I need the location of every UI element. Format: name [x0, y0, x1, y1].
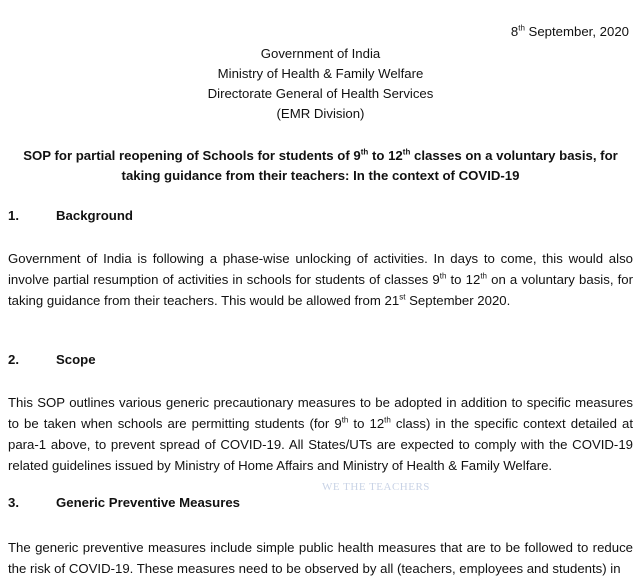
header-line-3: Directorate General of Health Services — [207, 86, 434, 101]
p2-part-b: to 12 — [348, 416, 385, 431]
p1-part-c: on a voluntary basis, for taking guidance from their teachers. This would be allowed from 21 — [8, 272, 633, 308]
section-number: 2. — [8, 352, 19, 367]
p1-part-d: September 2020. — [405, 293, 511, 308]
section-heading-background — [8, 208, 133, 223]
title-sup-b: th — [402, 147, 411, 157]
date-rest: September, 2020 — [524, 24, 629, 39]
title-part-b: to 12 — [368, 148, 403, 163]
p1-part-a: Government of India is following a phase-wise unlocking of activities. In days to come, this would also involve partial resumption of activities in schools for students of classes 9 — [8, 251, 633, 287]
p2-part-c: class) in the specific context detailed at para-1 above, to prevent spread of COVID-19. All States/UTs are expected to comply with the COVID-19 related guidelines issued by Ministry of Home Affairs and Ministry of Health & Family Welfare. — [8, 416, 633, 473]
header-line-4: (EMR Division) — [276, 106, 365, 121]
title-sup-a: th — [360, 147, 369, 157]
p1-sup-c: st — [399, 292, 406, 302]
title-part-c: classes on a voluntary basis, for taking guidance from their teachers: In the context of COVID-19 — [121, 148, 618, 183]
p1-sup-b: th — [480, 271, 487, 281]
p1-sup-a: th — [439, 271, 447, 281]
p2-sup-a: th — [341, 415, 349, 425]
p2-part-a: This SOP outlines various generic precautionary measures to be adopted in addition to specific measures to be taken when schools are permitting students (for 9 — [8, 395, 633, 431]
title-part-a: SOP for partial reopening of Schools for students of 9 — [23, 148, 361, 163]
watermark: WE THE TEACHERS — [322, 481, 430, 493]
header-line-1: Government of India — [260, 46, 381, 61]
section-number: 1. — [8, 208, 19, 223]
document-title — [8, 146, 633, 186]
p1-part-b: to 12 — [446, 272, 481, 287]
section-title: Background — [56, 208, 133, 223]
paragraph-preventive: The generic preventive measures include simple public health measures that are to be followed to reduce the risk of COVID-19. These measures need to be observed by all (teachers, employees and students) in — [8, 540, 633, 576]
header-line-2: Ministry of Health & Family Welfare — [217, 66, 424, 81]
document-date — [511, 24, 629, 39]
date-ordinal: th — [518, 23, 525, 33]
section-heading-preventive — [8, 495, 240, 510]
section-number: 3. — [8, 495, 19, 510]
section-title: Scope — [56, 352, 96, 367]
date-day: 8 — [510, 24, 519, 39]
section-title: Generic Preventive Measures — [56, 495, 240, 510]
section-heading-scope — [8, 352, 96, 367]
paragraph-background — [8, 248, 633, 311]
p2-sup-b: th — [384, 415, 391, 425]
paragraph-scope — [8, 392, 633, 476]
